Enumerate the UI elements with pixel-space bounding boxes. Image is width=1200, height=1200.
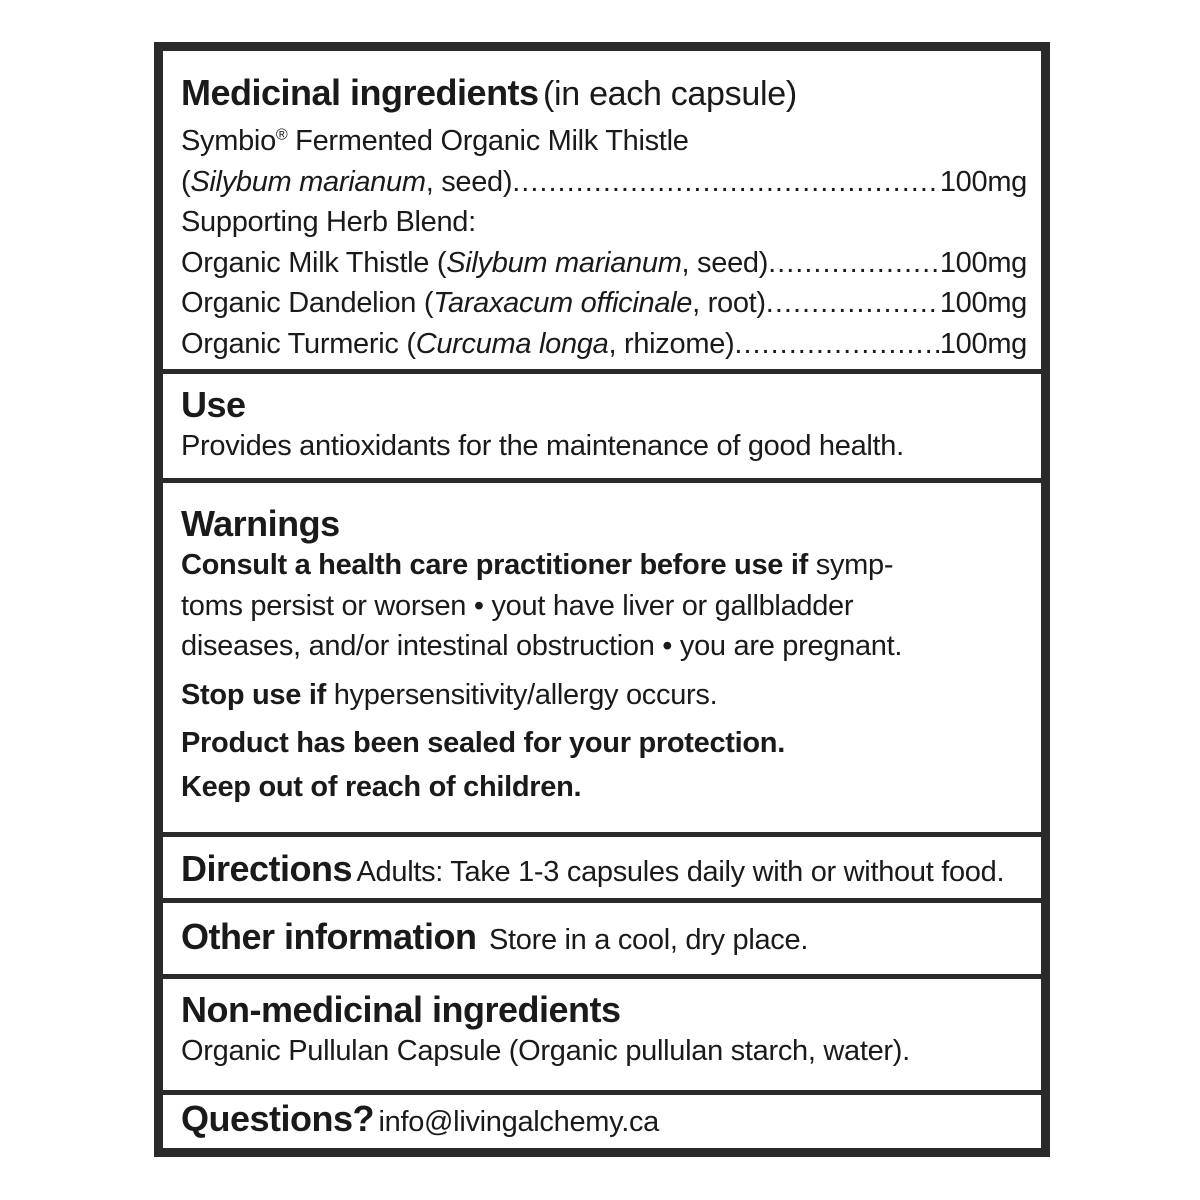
- ingredient-post: , seed): [681, 246, 769, 279]
- medicinal-ingredients-section: [163, 51, 1041, 374]
- leader-dots: [734, 324, 939, 365]
- ingredient-amount: 100mg: [939, 327, 1027, 360]
- ingredient-row: [181, 162, 1027, 203]
- use-text: Provides antioxidants for the maintenance of good health.: [181, 430, 904, 462]
- warnings-section: [163, 483, 1041, 837]
- ingredient-name: [181, 324, 734, 365]
- ingredient-latin: Taraxacum officinale: [433, 287, 693, 319]
- ingredient-row: [181, 243, 1027, 284]
- questions-section: [163, 1095, 1041, 1148]
- leader-dots: [768, 243, 940, 284]
- ingredient-latin: Silybum marianum: [446, 246, 682, 279]
- questions-heading: Questions?: [181, 1098, 375, 1139]
- consult-line-1: [181, 545, 1027, 586]
- ingredient-name: [181, 243, 768, 284]
- other-information-text: Store in a cool, dry place.: [488, 924, 809, 956]
- leader-dots: [766, 283, 940, 324]
- warnings-heading: Warnings: [181, 503, 340, 544]
- ingredient-amount: 100mg: [939, 246, 1027, 279]
- directions-row: [181, 847, 1027, 899]
- non-medicinal-heading: Non-medicinal ingredients: [181, 989, 621, 1030]
- supplement-facts-label: [154, 42, 1050, 1157]
- directions-heading: Directions: [181, 848, 353, 889]
- medicinal-heading: Medicinal ingredients: [181, 72, 539, 113]
- stop-use-bold: Stop use if: [181, 678, 326, 711]
- use-heading: Use: [181, 384, 246, 425]
- symbio-rest: Fermented Organic Milk Thistle: [287, 125, 689, 157]
- consult-line-3: diseases, and/or intestinal obstruction • you are pregnant.: [181, 630, 903, 662]
- ingredient-post: , rhizome): [608, 327, 735, 360]
- consult-bold: Consult a health care practitioner before use if: [181, 549, 808, 581]
- blend-label: Supporting Herb Blend:: [181, 206, 476, 238]
- consult-line-2: toms persist or worsen • yout have liver or gallbladder: [181, 589, 854, 622]
- label-inner-panel: [163, 51, 1041, 1148]
- ingredient-amount: 100mg: [939, 165, 1027, 198]
- leader-dots: [512, 162, 940, 203]
- ingredient-row: [181, 283, 1027, 324]
- stop-use-rest: hypersensitivity/allergy occurs.: [325, 678, 718, 711]
- medicinal-heading-note: (in each capsule): [543, 75, 797, 113]
- ingredient-amount: 100mg: [939, 287, 1027, 319]
- ingredient-latin: Curcuma longa: [415, 327, 609, 360]
- directions-section: [163, 837, 1041, 903]
- directions-text: Adults: Take 1-3 capsules daily with or without food.: [356, 856, 1005, 888]
- symbio-name: Symbio: [181, 125, 276, 157]
- ingredient-name: [181, 283, 766, 324]
- use-section: [163, 374, 1041, 483]
- non-medicinal-section: [163, 979, 1041, 1095]
- ingredient-pre: (: [181, 165, 191, 198]
- ingredient-pre: Organic Turmeric (: [181, 327, 416, 360]
- questions-row: [181, 1097, 1027, 1148]
- ingredient-pre: Organic Milk Thistle (: [181, 246, 447, 279]
- symbio-line: [181, 121, 1027, 162]
- non-medicinal-text: Organic Pullulan Capsule (Organic pullulan starch, water).: [181, 1035, 910, 1067]
- stop-use-line: [181, 675, 1027, 716]
- contact-email: info@livingalchemy.ca: [378, 1106, 659, 1138]
- ingredient-name: [181, 162, 512, 203]
- keep-out-notice: Keep out of reach of children.: [181, 770, 582, 803]
- other-information-section: [163, 903, 1041, 979]
- ingredient-post: , root): [692, 287, 766, 319]
- ingredient-row: [181, 324, 1027, 365]
- medicinal-heading-row: [181, 73, 1027, 121]
- ingredient-post: , seed): [425, 165, 513, 198]
- registered-mark: ®: [275, 126, 288, 144]
- other-information-row: [181, 915, 1027, 967]
- ingredient-latin: Silybum marianum: [190, 165, 426, 198]
- sealed-notice: Product has been sealed for your protection.: [181, 727, 785, 759]
- ingredient-pre: Organic Dandelion (: [181, 287, 434, 319]
- consult-line1-rest: symp-: [807, 549, 894, 581]
- other-information-heading: Other information: [181, 916, 477, 957]
